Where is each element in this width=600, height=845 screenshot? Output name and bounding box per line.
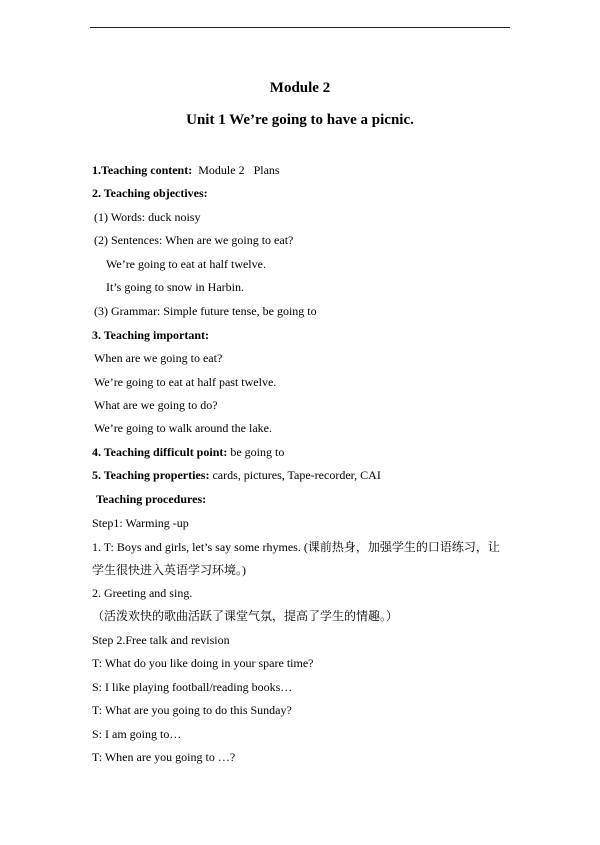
- module-title: Module 2: [269, 80, 331, 96]
- step1-item2: 2. Greeting and sing.: [92, 586, 193, 600]
- step2-heading: Step 2.Free talk and revision: [92, 633, 230, 647]
- difficult-label: 4. Teaching difficult point:: [92, 445, 228, 459]
- objective-sentences: (2) Sentences: When are we going to eat?: [94, 233, 294, 247]
- objective-words: (1) Words: duck noisy: [94, 210, 201, 224]
- dialog-line-3: T: What are you going to do this Sunday?: [92, 703, 292, 717]
- properties-label: 5. Teaching properties:: [92, 468, 210, 482]
- procedures-heading: [96, 492, 206, 506]
- important-item-1: When are we going to eat?: [94, 351, 223, 365]
- header-rule: [90, 27, 510, 28]
- step1-heading: Step1: Warming -up: [92, 516, 189, 530]
- properties-line: [92, 468, 381, 482]
- important-heading: [92, 328, 209, 342]
- objective-sentence-2: We’re going to eat at half twelve.: [106, 257, 266, 271]
- unit-title: Unit 1 We’re going to have a picnic.: [186, 112, 414, 128]
- step1-item2-note: （活泼欢快的歌曲活跃了课堂气氛，提高了学生的情趣。）: [92, 609, 399, 623]
- dialog-line-2: S: I like playing football/reading books…: [92, 680, 293, 694]
- teaching-content-line: [92, 163, 280, 177]
- step1-item1-line-b: 学生很快进入英语学习环境。): [92, 563, 246, 577]
- dialog-line-4: S: I am going to…: [92, 727, 182, 741]
- properties-value: cards, pictures, Tape-recorder, CAI: [212, 468, 381, 482]
- step1-item1-line-a: 1. T: Boys and girls, let’s say some rhymes. (课前热身，加强学生的口语练习，让: [92, 540, 500, 554]
- difficult-point-line: [92, 445, 284, 459]
- important-item-4: We’re going to walk around the lake.: [94, 421, 272, 435]
- objectives-label: 2. Teaching objectives:: [92, 186, 208, 200]
- important-item-2: We’re going to eat at half past twelve.: [94, 375, 277, 389]
- teaching-content-value: Module 2 Plans: [198, 163, 280, 177]
- objective-grammar: (3) Grammar: Simple future tense, be going to: [94, 304, 317, 318]
- dialog-line-1: T: What do you like doing in your spare time?: [92, 656, 314, 670]
- important-label: 3. Teaching important:: [92, 328, 210, 342]
- procedures-label: Teaching procedures:: [96, 492, 207, 506]
- objectives-heading: [92, 186, 208, 200]
- difficult-value: be going to: [230, 445, 285, 459]
- teaching-content-label: 1.Teaching content:: [92, 163, 193, 177]
- dialog-line-5: T: When are you going to …?: [92, 750, 236, 764]
- objective-sentence-3: It’s going to snow in Harbin.: [106, 280, 244, 294]
- important-item-3: What are we going to do?: [94, 398, 218, 412]
